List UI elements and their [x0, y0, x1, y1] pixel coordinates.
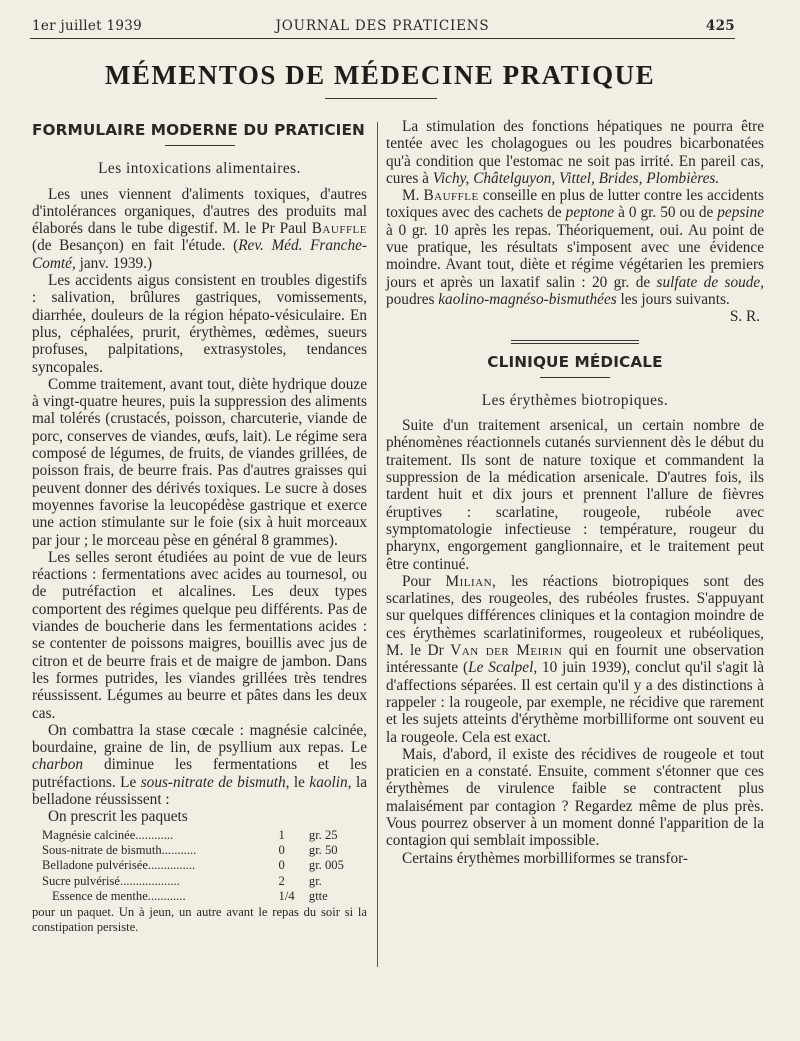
paragraph: Pour Milian, les réactions biotropiques sont des scarlatines, des rougeoles, des rubéoles frustes. S'appuyant sur quelques différences cliniques et la contagion moindre de ces érythèmes scarlatiniformes, rougeoleux et rubéoliques, M. le Dr Van der Meirin qui en fournit une observation intéressante (Le Scalpel, 10 juin 1939), conclut qu'il s'agit là d'affections séparées. Il est certain qu'il y a des distinctions à rappeler : la rougeole, par exemple, ne récidive que rarement et les sujets atteints d'érythème morbilliforme ont souvent eu la rougeole. Cela est exact.	[386, 572, 764, 746]
paragraph: Comme traitement, avant tout, diète hydrique douze à vingt-quatre heures, puis la suppression des aliments mal tolérés (crustacés, poisson, charcuterie, viande de porc, conserves de viandes, œufs, lait). Le régime sera composé de légumes, de fruits, de viandes grillées, de poisson frais, de beurre frais. Pas d'autres graisses qui peuvent donner des dérivés toxiques. Le sucre à doses moyennes favorise la leucopédèse gastrique et exerce une action stimulante sur le foie (six à huit morceaux par jour ; le morceau pèse en général 8 grammes).	[32, 375, 367, 549]
header-date: 1er juillet 1939	[32, 18, 143, 34]
title-rule	[325, 98, 437, 99]
paragraph: Suite d'un traitement arsenical, un certain nombre de phénomènes réactionnels cutanés surviennent dès le début du traitement. Ils sont de nature toxique et commandent la suppression de la médication arsenicale. D'autres fois, ils tardent huit et dix jours et prennent l'allure de fièvres éruptives : scarlatine, rougeole, rubéole avec symptomatologie infectieuse : température, rougeur du pharynx, engorgement ganglionnaire, et le traitement peut être continué.	[386, 417, 764, 573]
article-subtitle-erythemes: Les érythèmes biotropiques.	[481, 391, 669, 409]
paragraph: On combattra la stase cœcale : magnésie calcinée, bourdaine, graine de lin, de psyllium aux repas. Le charbon diminue les fermentations et les putréfactions. Le sous-nitrate de bismuth, le kaolin, la belladone réussissent :	[32, 721, 367, 808]
page-title: MÉMENTOS DE MÉDECINE PRATIQUE	[104, 60, 656, 90]
paragraph: Mais, d'abord, il existe des récidives de rougeole et tout praticien en a constaté. Ensuite, comment s'étonner que ces érythèmes de virulence faible se contractent plus malaisément par contagion ? Regardez même de plus près. Vous pourrez observer à un moment donné l'apparition de la contagion qui semblait impossible.	[386, 745, 764, 850]
prescription-row: Sucre pulvérisé................... 2 gr.	[42, 873, 322, 888]
header-journal-name: JOURNAL DES PRATICIENS	[275, 18, 490, 34]
paragraph: Certains érythèmes morbilliformes se transfor-	[402, 849, 689, 867]
author-name: Bauffle	[423, 187, 479, 205]
paragraph: Les selles seront étudiées au point de vue de leurs réactions : fermentations avec acides au tournesol, ou de putréfaction et alcalines. Les deux types comportent des régimes quelque peu différents. Pas de viandes de boucherie dans les fermentations acides : se contenter de poissons maigres, bouillis avec jus de citron et de beurre frais et de maigre de jambon. Dans les formes putrides, les viandes grillées très tendres réussissent. Légumes au beurre et pâtes dans les deux cas.	[32, 548, 367, 722]
reference: Le Scalpel,	[468, 659, 538, 677]
header-rule	[30, 38, 735, 39]
prescription-row: Belladone pulvérisée............... 0 gr. 005	[42, 858, 344, 873]
column-divider	[377, 122, 378, 967]
left-column	[32, 118, 367, 935]
signature: S. R.	[729, 308, 760, 326]
header-page-number: 425	[705, 18, 735, 34]
double-rule	[511, 340, 639, 344]
prescription-row: Magnésie calcinée............ 1 gr. 25	[42, 827, 338, 842]
paragraph: Les unes viennent d'aliments toxiques, d'autres d'intolérances organiques, d'autres des produits mal élaborés dans le tube digestif. M. le Pr Paul Bauffle (de Besançon) en fait l'étude. (Rev. Méd. Franche-Comté, janv. 1939.)	[32, 185, 368, 272]
prescription-row: Sous-nitrate de bismuth........... 0 gr. 50	[42, 842, 338, 857]
author-name: Van der Meirin	[450, 642, 563, 660]
prescription-note: pour un paquet. Un à jeun, un autre avant le repas du soir si la constipation persiste.	[32, 904, 367, 935]
author-name: Bauffle	[311, 220, 367, 238]
paragraph: La stimulation des fonctions hépatiques ne pourra être tentée avec les cholagogues ou les poudres bicarbonatées qu'à condition que l'estomac ne soit pas irrité. En pareil cas, cures à Vichy, Châtelguyon, Vittel, Brides, Plombières.	[386, 118, 764, 187]
right-column	[386, 118, 764, 867]
running-header	[30, 18, 735, 38]
reference: Rev. Méd. Franche-Comté,	[32, 237, 368, 272]
section-heading-clinique: CLINIQUE MÉDICALE	[487, 352, 663, 371]
paragraph: On prescrit les paquets	[48, 808, 188, 826]
section-rule	[540, 377, 610, 378]
paragraph: M. Bauffle conseille en plus de lutter contre les accidents toxiques avec des cachets de peptone à 0 gr. 50 ou de pepsine à 0 gr. 10 après les repas. Théoriquement, oui. Au point de vue pratique, les résultats s'imposent avec une évidence moindre. Avant tout, diète et régime végétarien les premiers jours et après un laxatif salin : 20 gr. de sulfate de soude, poudres kaolino-magnéso-bismuthées les jours suivants.	[386, 187, 764, 308]
paragraph: Les accidents aigus consistent en troubles digestifs : salivation, brûlures gastriques, vomissements, diarrhée, douleurs de la région hépato-vésiculaire. En plus, céphalées, prurit, érythèmes, œdèmes, sueurs profuses, palpitations, extrasystoles, tendances syncopales.	[32, 272, 367, 376]
prescription-row: Essence de menthe............ 1/4 gtte	[52, 889, 328, 904]
section-rule	[165, 145, 235, 146]
section-heading-formulaire: FORMULAIRE MODERNE DU PRATICIEN	[32, 121, 365, 139]
prescription-table	[32, 828, 362, 905]
author-name: Milian,	[445, 572, 497, 590]
article-subtitle-intoxications: Les intoxications alimentaires.	[98, 160, 301, 178]
